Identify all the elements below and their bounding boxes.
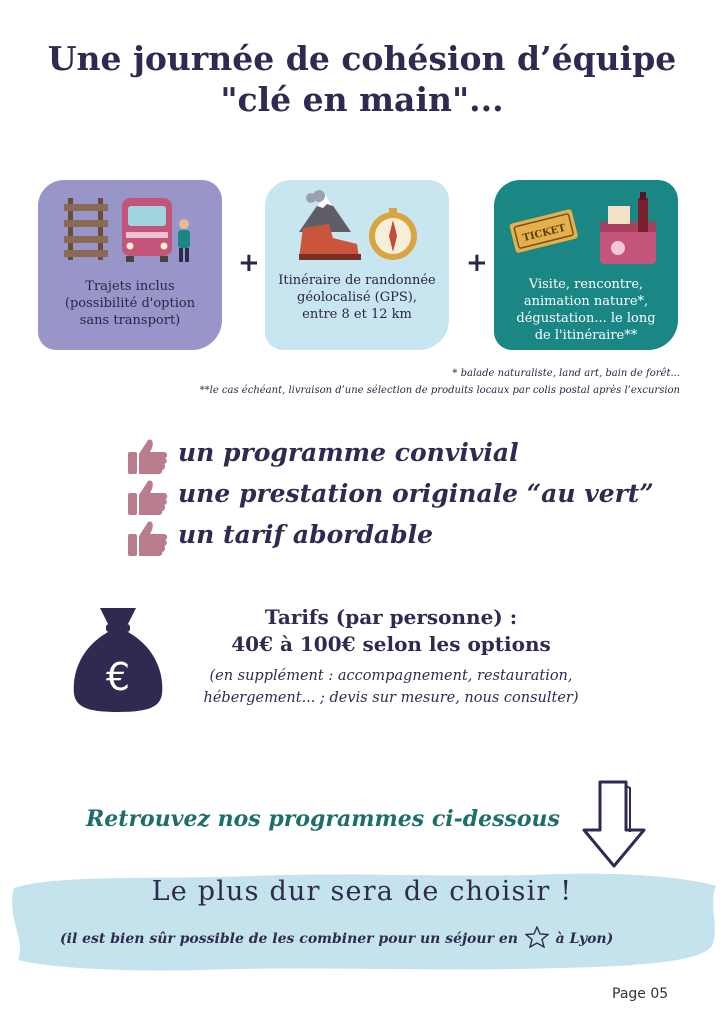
gift-basket-icon <box>600 192 656 264</box>
title-line-1: Une journée de cohésion d’équipe <box>47 39 677 78</box>
thumbs-up-icon <box>126 518 170 558</box>
card-visit <box>494 180 678 350</box>
card-hike-label: Itinéraire de randonnée géolocalisé (GPS), entre 8 et 12 km <box>278 273 436 322</box>
footnote-2: **le cas échéant, livraison d’une sélection de produits locaux par colis postal après l’excursion <box>199 385 680 396</box>
star-icon <box>525 926 549 948</box>
cta-text: Retrouvez nos programmes ci-dessous <box>86 806 560 832</box>
band-subtitle-start: (il est bien sûr possible de les combiner pour un séjour en <box>60 931 518 947</box>
title-line-2: "clé en main"... <box>220 80 504 119</box>
down-arrow-icon <box>580 778 648 870</box>
rail-track-icon <box>64 198 108 260</box>
band-title: Le plus dur sera de choisir ! <box>151 876 573 907</box>
person-icon <box>178 219 190 262</box>
activities-icon <box>506 192 666 272</box>
pricing-title-line-2: 40€ à 100€ selon les options <box>231 632 551 656</box>
advantage-label: un tarif abordable <box>178 520 434 549</box>
transport-icon <box>64 196 194 266</box>
ticket-text: TICKET <box>521 222 567 245</box>
ticket-icon <box>509 209 578 254</box>
card-transport <box>38 180 222 350</box>
card-hike <box>265 180 449 350</box>
compass-icon <box>369 208 417 260</box>
money-bag-icon <box>70 604 166 714</box>
page-number: Page 05 <box>612 986 669 1002</box>
euro-symbol: € <box>105 655 131 699</box>
pricing-note-line-1: (en supplément : accompagnement, restauration, <box>209 668 573 684</box>
card-visit-label: Visite, rencontre, animation nature*, dégustation... le long de l'itinéraire** <box>516 277 656 343</box>
thumbs-up-icon <box>126 436 170 476</box>
card-transport-label: Trajets inclus (possibilité d'option sans transport) <box>64 279 196 328</box>
plus-sign-2: + <box>466 248 488 278</box>
hiking-boot-icon <box>299 224 361 260</box>
pricing-title-line-1: Tarifs (par personne) : <box>264 605 518 629</box>
page-title <box>0 38 724 120</box>
band-subtitle <box>60 926 613 948</box>
plus-sign-1: + <box>238 248 260 278</box>
advantage-label: une prestation originale “au vert” <box>178 479 654 508</box>
footnote-1: * balade naturaliste, land art, bain de forêt... <box>452 368 680 379</box>
band-subtitle-end: à Lyon) <box>555 931 614 947</box>
bus-icon <box>122 198 172 262</box>
pricing-note <box>186 665 596 709</box>
advantage-label: un programme convivial <box>178 438 519 467</box>
hiking-icon <box>289 188 429 268</box>
pricing-title <box>186 604 596 658</box>
thumbs-up-icon <box>126 477 170 517</box>
pricing-note-line-2: hébergement... ; devis sur mesure, nous consulter) <box>203 690 579 706</box>
